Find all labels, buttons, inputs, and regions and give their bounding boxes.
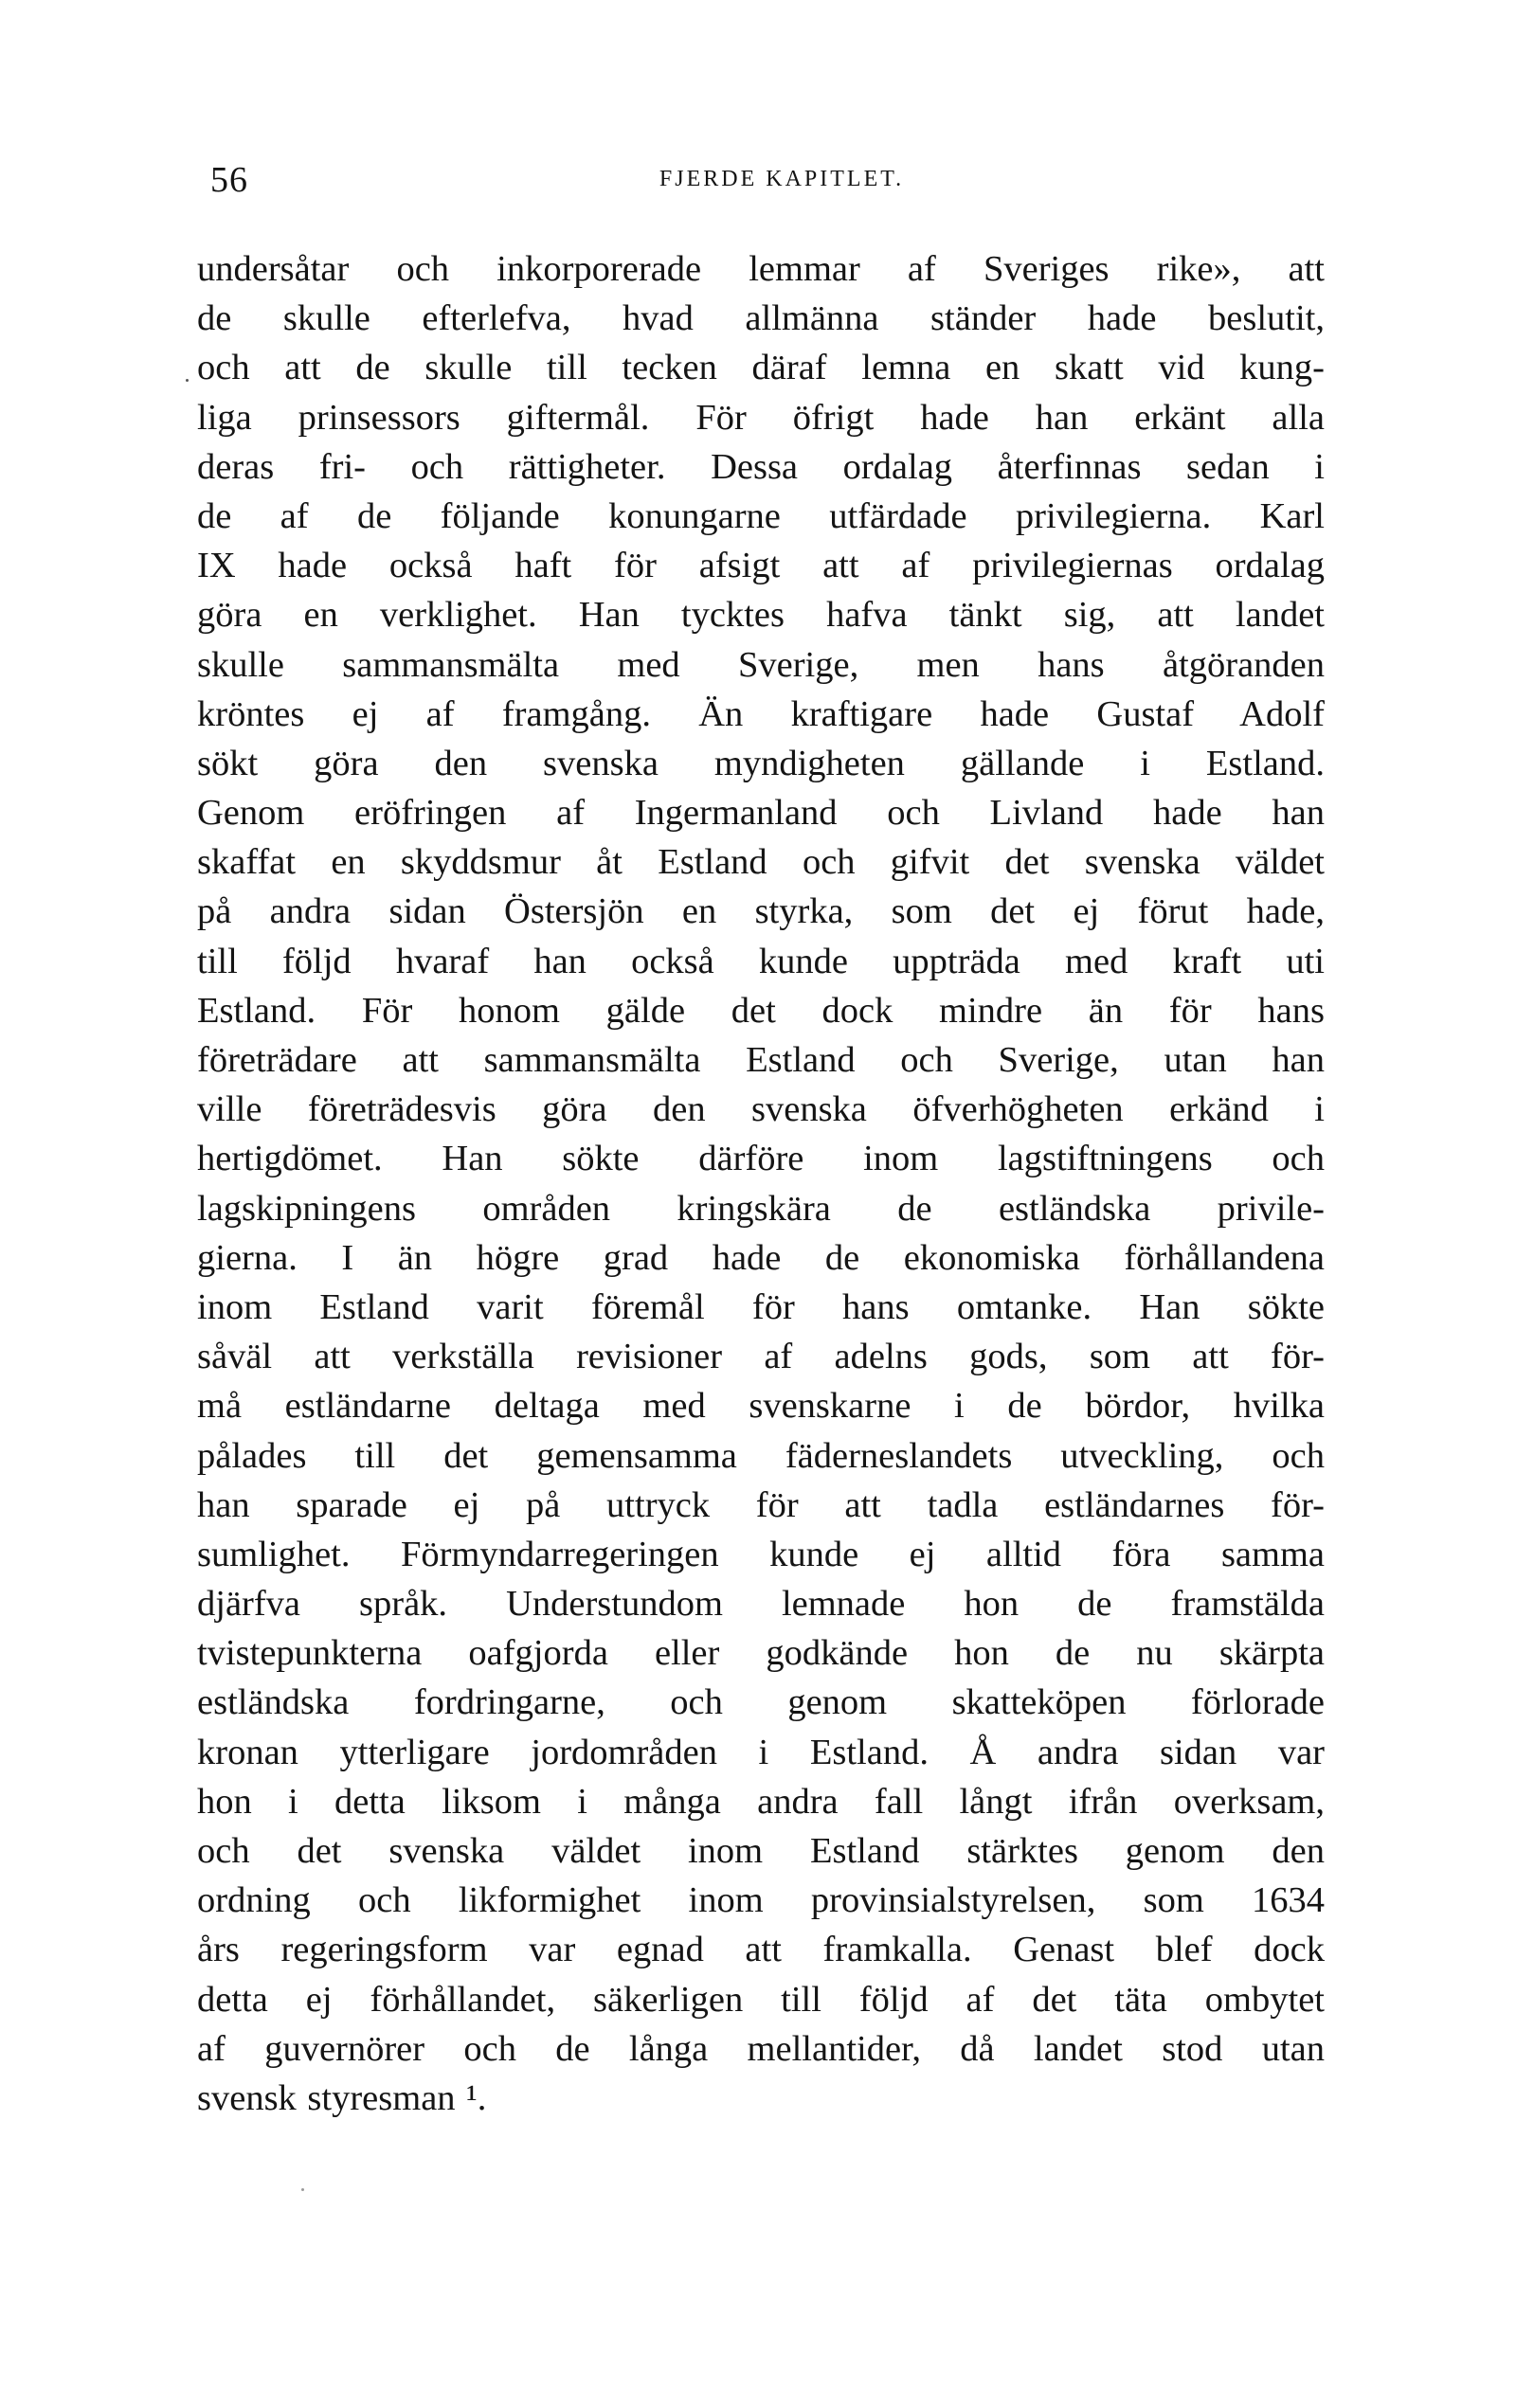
text-line: af guvernörer och de långa mellantider, då landet stod utan: [197, 2028, 1325, 2069]
text-line: undersåtar och inkorporerade lemmar af Sveriges rike», att: [197, 249, 1325, 289]
text-line: kröntes ej af framgång. Än kraftigare hade Gustaf Adolf: [197, 693, 1325, 734]
text-line: inom Estland varit föremål för hans omtanke. Han sökte: [197, 1286, 1325, 1327]
text-line: lagskipningens områden kringskära de estländska privile-: [197, 1188, 1325, 1229]
page-number: 56: [210, 160, 248, 200]
text-line: års regeringsform var egnad att framkalla. Genast blef dock: [197, 1930, 1325, 1970]
text-line: företrädare att sammansmälta Estland och Sverige, utan han: [197, 1040, 1325, 1080]
text-line: pålades till det gemensamma fäderneslandets utveckling, och: [197, 1435, 1325, 1476]
text-line: djärfva språk. Understundom lemnade hon de framstälda: [197, 1584, 1325, 1625]
print-speck: [186, 379, 189, 382]
body-text: [197, 244, 1325, 2123]
text-line: till följd hvaraf han också kunde uppträda med kraft uti: [197, 941, 1325, 981]
print-speck: [301, 2188, 304, 2191]
text-line: hon i detta liksom i många andra fall långt ifrån overksam,: [197, 1781, 1325, 1822]
text-line: såväl att verkställa revisioner af adelns gods, som att för-: [197, 1337, 1325, 1377]
text-line: liga prinsessors giftermål. För öfrigt hade han erkänt alla: [197, 397, 1325, 438]
text-line: skaffat en skyddsmur åt Estland och gifvit det svenska väldet: [197, 842, 1325, 883]
text-line: IX hade också haft för afsigt att af privilegiernas ordalag: [197, 546, 1325, 586]
text-line: ordning och likformighet inom provinsialstyrelsen, som 1634: [197, 1880, 1325, 1921]
text-line: Genom eröfringen af Ingermanland och Livland hade han: [197, 793, 1325, 834]
text-line: tvistepunkterna oafgjorda eller godkände hon de nu skärpta: [197, 1633, 1325, 1674]
text-line: Estland. För honom gälde det dock mindre än för hans: [197, 990, 1325, 1031]
text-line: sökt göra den svenska myndigheten gällande i Estland.: [197, 743, 1325, 783]
text-line: göra en verklighet. Han tycktes hafva tänkt sig, att landet: [197, 595, 1325, 636]
text-line: de skulle efterlefva, hvad allmänna ständer hade beslutit,: [197, 298, 1325, 339]
running-head: FJERDE KAPITLET.: [659, 167, 905, 191]
text-line: och att de skulle till tecken däraf lemna en skatt vid kung-: [197, 348, 1325, 388]
text-line: han sparade ej på uttryck för att tadla estländarnes för-: [197, 1484, 1325, 1525]
text-line: på andra sidan Östersjön en styrka, som det ej förut hade,: [197, 891, 1325, 932]
text-line: ville företrädesvis göra den svenska öfverhögheten erkänd i: [197, 1089, 1325, 1130]
text-line: sumlighet. Förmyndarregeringen kunde ej alltid föra samma: [197, 1534, 1325, 1574]
text-line: gierna. I än högre grad hade de ekonomiska förhållandena: [197, 1237, 1325, 1278]
text-line: hertigdömet. Han sökte därföre inom lagstiftningens och: [197, 1139, 1325, 1179]
page-header: [199, 159, 1326, 207]
text-line: deras fri- och rättigheter. Dessa ordalag återfinnas sedan i: [197, 446, 1325, 487]
text-line: svensk styresman ¹.: [197, 2077, 487, 2118]
text-line: estländska fordringarne, och genom skatteköpen förlorade: [197, 1682, 1325, 1723]
text-line: kronan ytterligare jordområden i Estland. Å andra sidan var: [197, 1732, 1325, 1772]
text-line: detta ej förhållandet, säkerligen till följd af det täta ombytet: [197, 1979, 1325, 2020]
text-line: skulle sammansmälta med Sverige, men hans åtgöranden: [197, 644, 1325, 685]
text-line: må estländarne deltaga med svenskarne i de bördor, hvilka: [197, 1386, 1325, 1427]
text-line: de af de följande konungarne utfärdade privilegierna. Karl: [197, 495, 1325, 536]
text-line: och det svenska väldet inom Estland stärktes genom den: [197, 1831, 1325, 1871]
